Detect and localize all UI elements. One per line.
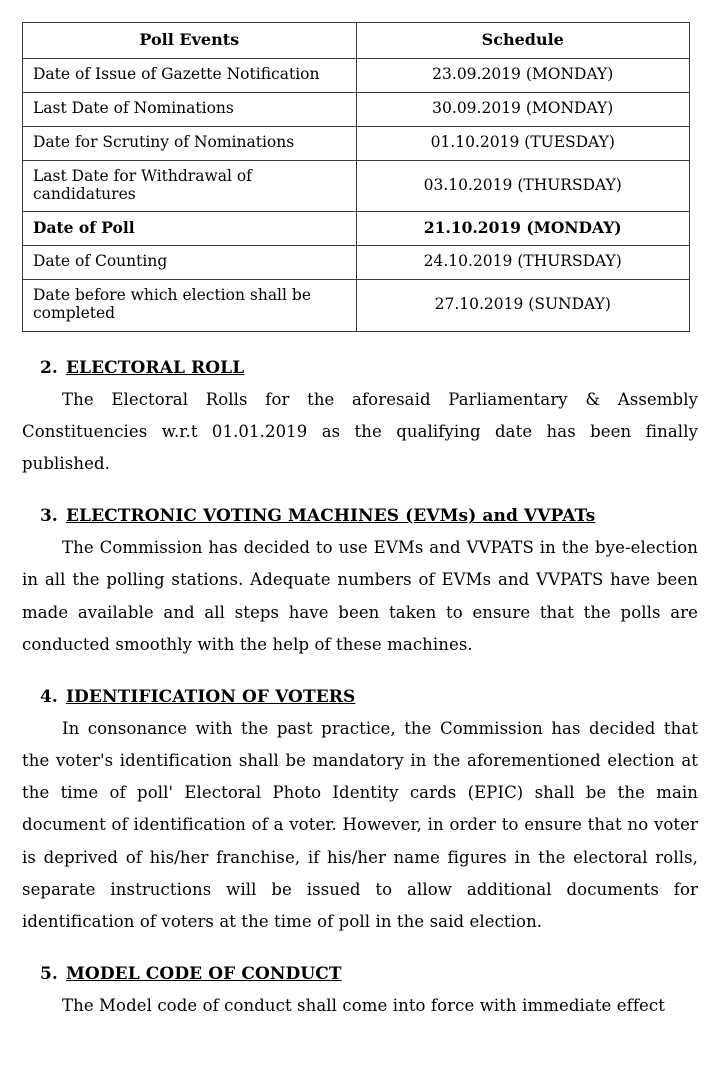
section-title: IDENTIFICATION OF VOTERS — [66, 686, 356, 707]
section-paragraph: In consonance with the past practice, the Commission has decided that the voter's identification shall be mandatory in the aforementioned election at the time of poll' Electoral Photo Identity cards (EPIC) shall be the main document of identification of a voter. However, in order to ensure that no voter is deprived of his/her franchise, if his/her name figures in the electoral rolls, separate instructions will be issued to allow additional documents for identification of voters at the time of poll in the said election. — [22, 718, 698, 931]
section-title: ELECTRONIC VOTING MACHINES (EVMs) and VVPATs — [66, 506, 596, 527]
section-paragraph: The Electoral Rolls for the aforesaid Parliamentary & Assembly Constituencies w.r.t 01.01.2019 as the qualifying date has been finally published. — [22, 389, 698, 474]
cell-schedule: 23.09.2019 (MONDAY) — [356, 59, 690, 93]
section-paragraph: The Model code of conduct shall come into force with immediate effect — [62, 996, 665, 1016]
poll-schedule-table — [22, 22, 690, 332]
cell-schedule: 01.10.2019 (TUESDAY) — [356, 127, 690, 161]
cell-event: Date of Counting — [23, 246, 357, 280]
section-model-code-of-conduct — [22, 964, 698, 1022]
cell-schedule: 27.10.2019 (SUNDAY) — [356, 280, 690, 332]
table-header-row — [23, 23, 690, 59]
section-number: 2. — [40, 357, 58, 378]
table-row — [23, 93, 690, 127]
cell-schedule: 24.10.2019 (THURSDAY) — [356, 246, 690, 280]
section-heading — [22, 687, 698, 707]
cell-schedule: 30.09.2019 (MONDAY) — [356, 93, 690, 127]
section-identification-of-voters — [22, 687, 698, 938]
section-number: 5. — [40, 964, 58, 985]
cell-schedule: 21.10.2019 (MONDAY) — [356, 212, 690, 246]
section-title: MODEL CODE OF CONDUCT — [66, 964, 342, 985]
table-row — [23, 246, 690, 280]
section-heading — [22, 506, 698, 526]
table-row — [23, 160, 690, 212]
cell-event: Last Date of Nominations — [23, 93, 357, 127]
section-number: 3. — [40, 506, 58, 527]
section-electoral-roll — [22, 358, 698, 481]
cell-event: Date for Scrutiny of Nominations — [23, 127, 357, 161]
table-row — [23, 59, 690, 93]
section-heading — [22, 964, 698, 984]
section-number: 4. — [40, 686, 58, 707]
section-paragraph: The Commission has decided to use EVMs and VVPATS in the bye-election in all the polling stations. Adequate numbers of EVMs and VVPATS have been made available and all steps have been taken to ensure that the polls are conducted smoothly with the help of these machines. — [22, 538, 698, 654]
section-title: ELECTORAL ROLL — [66, 357, 245, 378]
table-row — [23, 127, 690, 161]
column-header-poll-events: Poll Events — [23, 23, 357, 59]
section-electronic-voting-machines — [22, 506, 698, 661]
section-heading — [22, 358, 698, 378]
cell-event: Date of Poll — [23, 212, 357, 246]
cell-event: Date of Issue of Gazette Notification — [23, 59, 357, 93]
table-row — [23, 280, 690, 332]
cell-event: Last Date for Withdrawal of candidatures — [23, 160, 357, 212]
cell-schedule: 03.10.2019 (THURSDAY) — [356, 160, 690, 212]
cell-event: Date before which election shall be completed — [23, 280, 357, 332]
column-header-schedule: Schedule — [356, 23, 690, 59]
table-row-date-of-poll — [23, 212, 690, 246]
